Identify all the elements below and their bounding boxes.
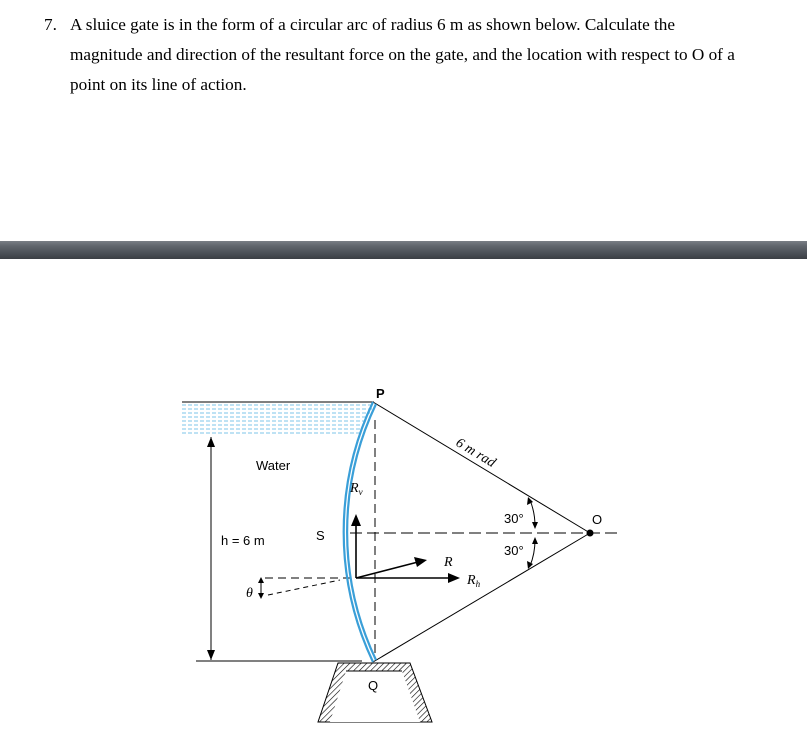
label-s: S (316, 528, 325, 543)
depth-arrow-top (207, 437, 215, 447)
label-water: Water (256, 458, 291, 473)
label-angle-upper: 30° (504, 511, 524, 526)
label-rh: $R_h$ (467, 573, 481, 589)
label-q: Q (368, 678, 379, 693)
radius-line-bottom (373, 533, 590, 662)
resultant-arrow (356, 562, 418, 578)
label-r: R (444, 555, 453, 570)
label-rv: $R_v$ (350, 481, 363, 497)
label-radius: 6 m rad (452, 435, 499, 471)
depth-arrow-bottom (207, 650, 215, 660)
label-depth: h = 6 m (221, 533, 265, 548)
label-o: O (592, 512, 603, 527)
label-angle-lower: 30° (504, 543, 524, 558)
water-surface (182, 405, 372, 433)
problem-number: 7. (44, 15, 57, 34)
label-theta: θ (246, 586, 253, 601)
label-p: P (376, 386, 385, 401)
pivot-point-o (587, 530, 594, 537)
radius-line-top (373, 402, 590, 533)
gate-arc-inner (347, 404, 376, 660)
problem-text: A sluice gate is in the form of a circular arc of radius 6 m as shown below. Calculate the magnitude and direction of the resultant force on the gate, and the location with respect to O of a point on its line of action. (70, 15, 735, 94)
